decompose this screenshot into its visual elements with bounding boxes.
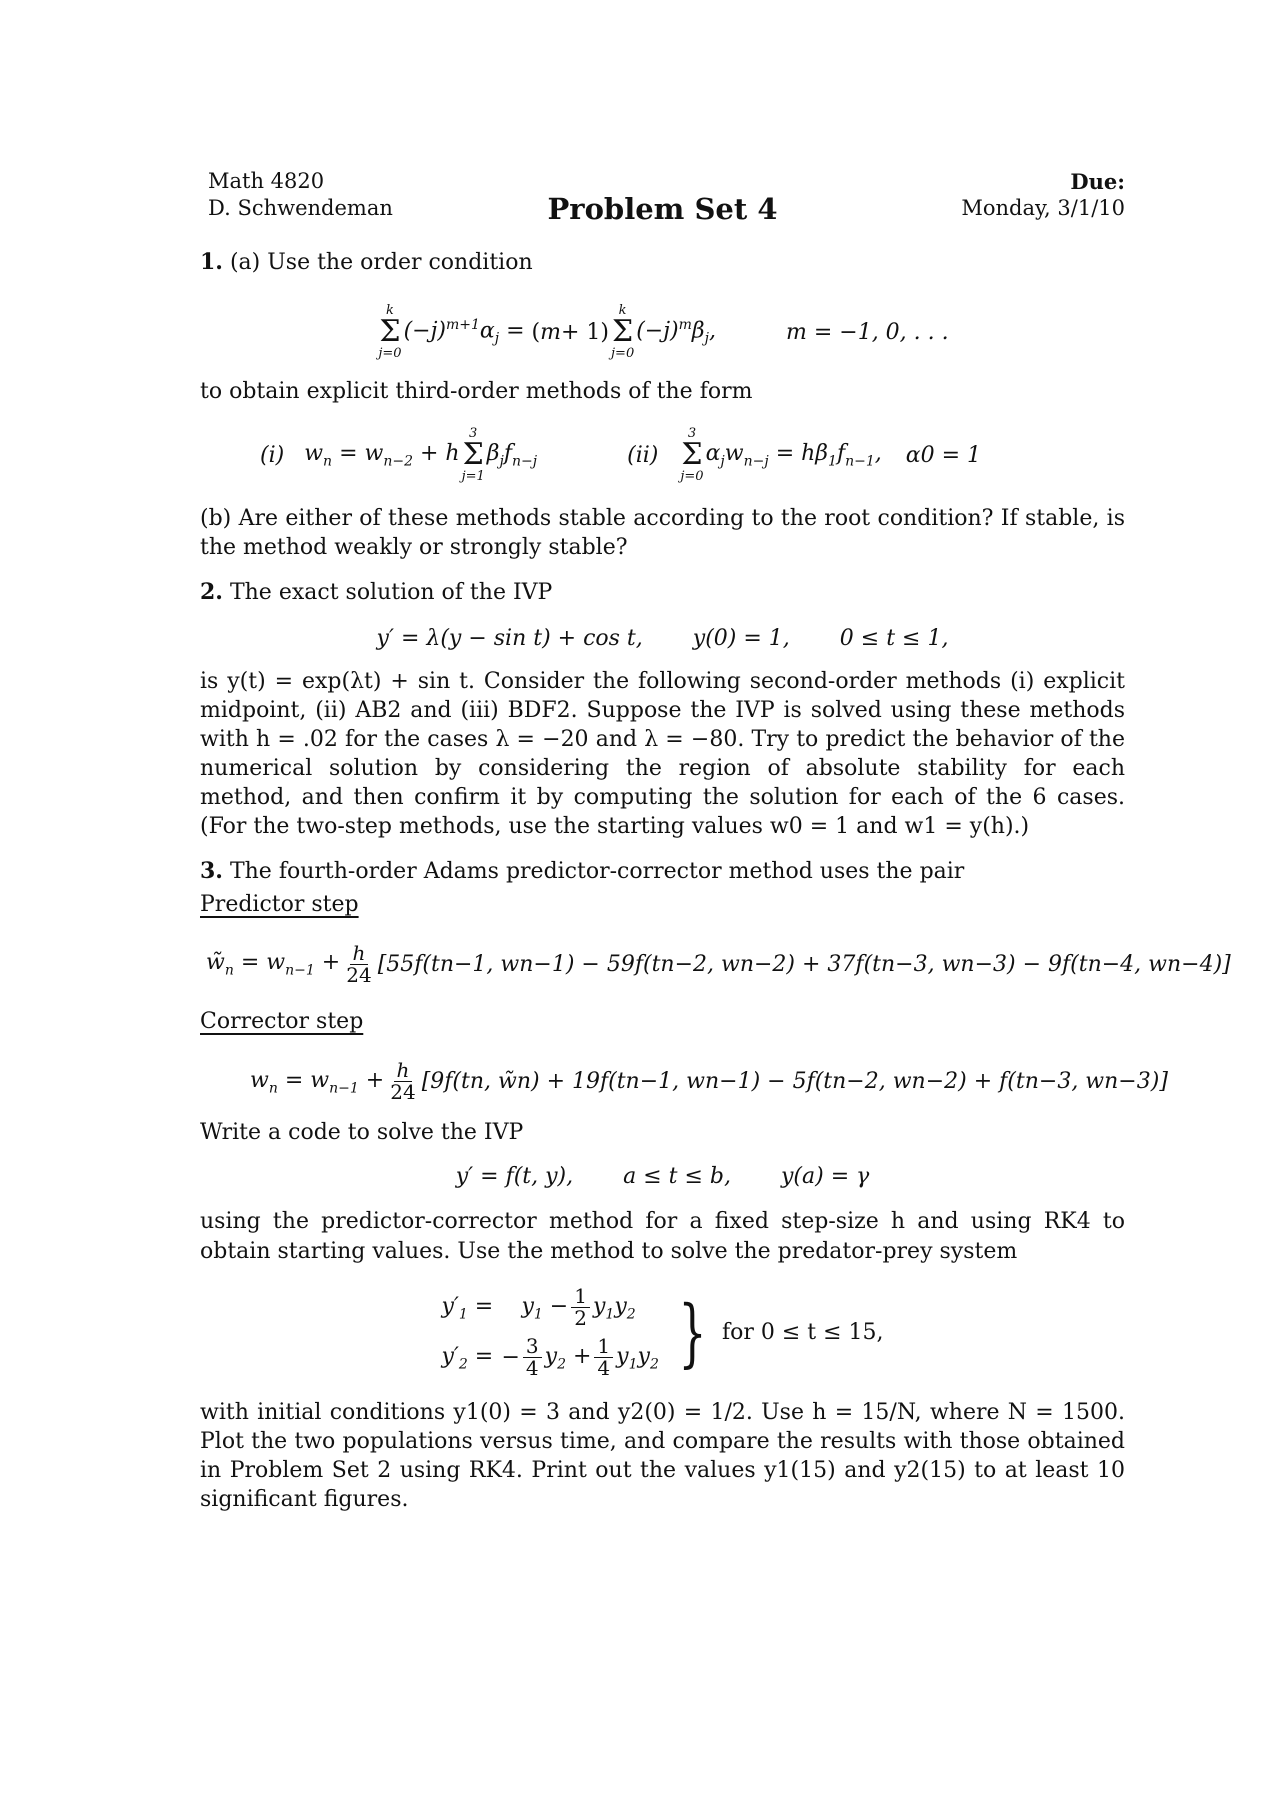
problem-3-number: 3. [200,858,223,885]
instructor-name: D. Schwendeman [208,196,393,221]
problem-2-number: 2. [200,579,223,606]
ivp-initial-3: y(a) = γ [781,1163,870,1189]
form-intro: to obtain explicit third-order methods of the form [200,379,753,405]
document-header [200,168,1125,238]
problem-1-intro [200,248,1125,277]
problem-1 [200,248,1125,562]
problem-1-number: 1. [200,249,223,275]
system-equations [441,1283,658,1383]
problem-3 [200,857,1231,1513]
predictor-step-heading: Predictor step [200,892,359,918]
due-label: Due: [1070,169,1125,194]
ivp-range-3: a ≤ t ≤ b, [623,1163,731,1189]
problem-3-intro-text: The fourth-order Adams predictor-corrector method uses the pair [229,859,965,885]
method-forms: (i) $w_n = w_{n-2} + h$ 3 Σ j=1 $\beta_jf_{n-j}$ (ii) 3 Σ j=0 $\alpha_jw_{n-j} = h\beta_1f_{n-1}$, α0 = 1 [260,426,982,485]
right-brace: } [678,1289,707,1376]
method-ii-label: (ii) [627,442,659,468]
predictor-bracket: [55f(tn−1, wn−1) − 59f(tn−2, wn−2) + 37f(tn−3, wn−3) − 9f(tn−4, wn−4)] [377,951,1231,977]
problem-2-intro [200,578,1125,607]
ivp-range-2: 0 ≤ t ≤ 1, [839,625,949,651]
problem-3-body-1: using the predictor-corrector method for a fixed step-size h and using RK4 to obtain starting values. Use the method to solve the predator-prey system [200,1209,1125,1264]
order-condition-range: m = −1, 0, . . . [785,319,949,345]
sum-symbol: k Σ j=0 [378,303,402,362]
fraction-three-quarters: $\frac{3}{4}$ [523,1336,542,1379]
order-condition-equation: k Σ j=0 $(-j)^{m+1}\alpha_j$ = ( m + 1) k Σ j=0 $(-j)^m\beta_j$, m = −1, 0, . . . [378,303,949,362]
problem-set-page [200,168,1231,1514]
corrector-bracket: [9f(tn, w̃n) + 19f(tn−1, wn−1) − 5f(tn−2, wn−2) + f(tn−3, wn−3)] [421,1068,1168,1094]
due-date: Monday, 3/1/10 [961,196,1125,221]
method-i-label: (i) [260,442,285,468]
corrector-step-heading: Corrector step [200,1009,364,1035]
header-right [961,168,1125,223]
fraction-h-over-24: $\frac{h}{24}$ [346,940,372,987]
code-intro: Write a code to solve the IVP [200,1120,524,1146]
system-eq-2: $y'_2$ = − $\frac{3}{4}$ $y_2$ + $\frac{1}{4}$ $y_1y_2$ [441,1334,659,1381]
sum-symbol: k Σ j=0 [611,303,635,362]
sum-symbol: 3 Σ j=0 [680,426,704,485]
fraction-one-quarter: $\frac{1}{4}$ [594,1336,613,1379]
fraction-h-over-24: $\frac{h}{24}$ [390,1057,416,1104]
fraction-one-half: $\frac{1}{2}$ [571,1286,590,1329]
document-title: Problem Set 4 [547,192,778,226]
predator-prey-system [200,1278,1125,1388]
problem-2-intro-text: The exact solution of the IVP [229,580,553,606]
corrector-label [200,1007,1125,1036]
course-name: Math 4820 [208,169,325,193]
predictor-equation: $w̃_n = w_{n-1}$ + $\frac{h}{24}$ [55f(tn−1, wn−1) − 59f(tn−2, wn−2) + 37f(tn−3, wn−3) − 9f(tn−4, wn−4)] [206,940,1231,987]
ivp-equation-2: y′ = λ(y − sin t) + cos t, y(0) = 1, 0 ≤ t ≤ 1, [200,621,1125,655]
problem-1-part-a-intro: (a) Use the order condition [229,250,533,275]
ivp-equation-3: y′ = f(t, y), a ≤ t ≤ b, y(a) = γ [200,1159,1125,1193]
sum-symbol: 3 Σ j=1 [461,426,485,485]
system-eq-1: $y'_1$ = $y_1$ − $\frac{1}{2}$ $y_1y_2$ [441,1284,636,1331]
problem-2-body: is y(t) = exp(λt) + sin t. Consider the following second-order methods (i) explicit midpoint, (ii) AB2 and (iii) BDF2. Suppose the IVP is solved using these methods with h = .02 for the cases λ = −20 and λ = −80. Try to predict the behavior of the numerical solution by considering the region of absolute stability for each method, and then confirm it by computing the solution for each of the 6 cases. (For the two-step methods, use the starting values w0 = 1 and w1 = y(h).) [200,669,1125,840]
problem-3-intro [200,857,1125,886]
predictor-label [200,890,1125,919]
problem-3-body-2: with initial conditions y1(0) = 3 and y2(0) = 1/2. Use h = 15/N, where N = 1500. Plot the two populations versus time, and compare the results with those obtained in Problem Set 2 using RK4. Print out the values y1(15) and y2(15) to at least 10 significant figures. [200,1399,1125,1512]
corrector-equation: $w_n = w_{n-1}$ + $\frac{h}{24}$ [9f(tn, w̃n) + 19f(tn−1, wn−1) − 5f(tn−2, wn−2) + f(tn−3, wn−3)] [250,1057,1168,1104]
problem-1-part-b: (b) Are either of these methods stable according to the root condition? If stable, is the method weakly or strongly stable? [200,506,1125,561]
alpha0-condition: α0 = 1 [905,442,982,468]
ivp-initial-2: y(0) = 1, [692,625,790,651]
problem-2 [200,578,1125,841]
system-range: for 0 ≤ t ≤ 15, [721,1320,884,1346]
